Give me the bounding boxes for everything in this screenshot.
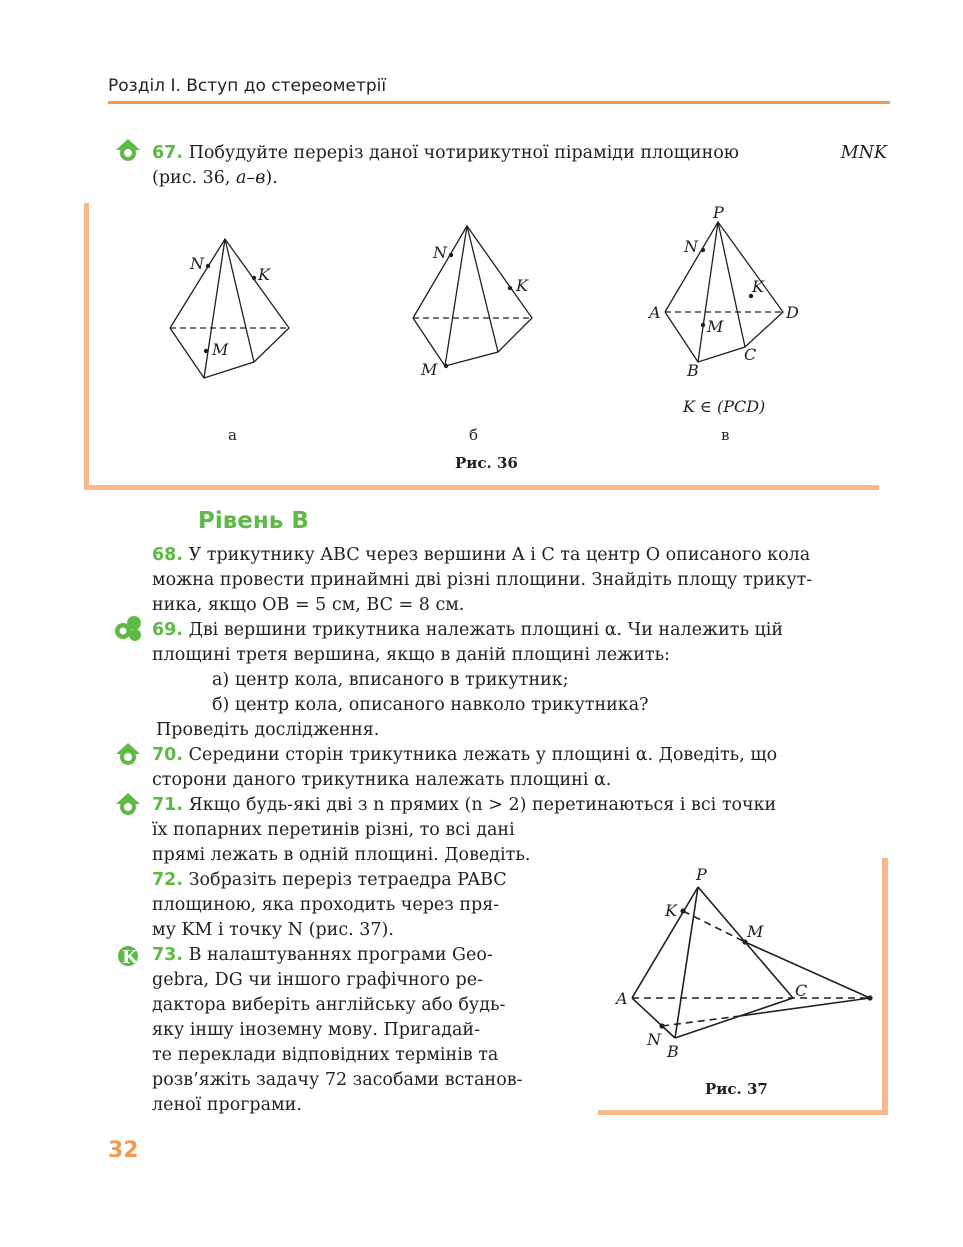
level-heading: Рівень В bbox=[198, 508, 309, 534]
problem-text: ника, якщо OB = 5 см, BC = 8 см. bbox=[152, 595, 465, 615]
problem-text: MNK bbox=[840, 143, 887, 163]
problem-text: їх попарних перетинів різні, то всі дані bbox=[152, 820, 515, 840]
point-label: A bbox=[649, 303, 661, 322]
drawing-element bbox=[129, 629, 141, 641]
page-number: 32 bbox=[108, 1138, 139, 1163]
drawing-element bbox=[701, 323, 705, 327]
drawing-element bbox=[680, 908, 685, 913]
problem-71 bbox=[152, 793, 887, 868]
problem-67 bbox=[152, 141, 887, 191]
group-icon bbox=[114, 614, 142, 642]
point-label: P bbox=[696, 865, 707, 884]
drawing-element bbox=[252, 276, 256, 280]
house-leaf-icon bbox=[114, 790, 142, 818]
problem-text: а) центр кола, вписаного в трикутник; bbox=[212, 670, 569, 690]
drawing-element bbox=[124, 803, 132, 811]
problem-number: 67. bbox=[152, 143, 184, 163]
problem-text: леної програми. bbox=[152, 1095, 302, 1115]
problem-69 bbox=[152, 618, 887, 743]
drawing-element bbox=[444, 364, 448, 368]
problem-text: те переклади відповідних термінів та bbox=[152, 1045, 499, 1065]
problem-text: Проведіть дослідження. bbox=[156, 720, 380, 740]
figure-frame bbox=[882, 858, 888, 1115]
drawing-element bbox=[127, 616, 141, 630]
figure-36 bbox=[90, 205, 880, 485]
house-leaf-icon bbox=[114, 740, 142, 768]
drawing-element bbox=[698, 222, 718, 362]
drawing-element bbox=[467, 226, 498, 352]
point-label: M bbox=[707, 317, 724, 336]
problem-text: площиною, яка проходить через пря- bbox=[152, 895, 500, 915]
problem-text: дактора виберіть англійську або будь- bbox=[152, 995, 506, 1015]
figure-caption: Рис. 37 bbox=[705, 1080, 768, 1098]
section-title: Розділ I. Вступ до стереометрії bbox=[108, 76, 387, 96]
drawing-element bbox=[675, 998, 793, 1038]
problem-text: Зобразіть переріз тетраедра PABC bbox=[188, 870, 507, 890]
problem-text: сторони даного трикутника належать площині α. bbox=[152, 770, 612, 790]
drawing-element bbox=[204, 349, 208, 353]
point-label: K bbox=[258, 265, 270, 284]
point-label: B bbox=[687, 361, 699, 380]
header-divider bbox=[108, 101, 890, 104]
drawing-element bbox=[867, 995, 872, 1000]
drawing-element bbox=[662, 1016, 740, 1026]
point-label: N bbox=[647, 1030, 661, 1049]
problem-text: площині третя вершина, якщо в даній площині лежить: bbox=[152, 645, 671, 665]
drawing-element bbox=[701, 248, 705, 252]
problem-text: gebra, DG чи іншого графічного ре- bbox=[152, 970, 483, 990]
problem-number: 73. bbox=[152, 945, 184, 965]
problem-text: В налаштуваннях програми Geo- bbox=[188, 945, 493, 965]
problem-text: Середини сторін трикутника лежать у площині α. Доведіть, що bbox=[188, 745, 778, 765]
drawing-element bbox=[225, 239, 254, 362]
figure-frame bbox=[598, 1110, 888, 1115]
drawing-element bbox=[206, 264, 210, 268]
k-leaf-icon bbox=[114, 940, 142, 968]
drawing-element bbox=[449, 253, 453, 257]
point-label: D bbox=[786, 303, 799, 322]
point-label: M bbox=[212, 340, 229, 359]
drawing-element bbox=[675, 887, 698, 1038]
problem-text: прямі лежать в одній площині. Доведіть. bbox=[152, 845, 531, 865]
figure-condition: K ∈ (PCD) bbox=[683, 397, 766, 416]
point-label: K bbox=[516, 276, 528, 295]
point-label: N bbox=[684, 237, 698, 256]
drawing-element bbox=[659, 1023, 664, 1028]
problem-number: 72. bbox=[152, 870, 184, 890]
drawing-element: K bbox=[122, 947, 138, 968]
problem-72 bbox=[152, 868, 562, 943]
problem-text: Якщо будь-які дві з n прямих (n > 2) перетинаються і всі точки bbox=[188, 795, 777, 815]
problem-number: 71. bbox=[152, 795, 184, 815]
problem-number: 68. bbox=[152, 545, 184, 565]
point-label: K bbox=[752, 277, 764, 296]
problem-number: 69. bbox=[152, 620, 184, 640]
point-label: K bbox=[665, 901, 677, 920]
point-label: M bbox=[747, 922, 764, 941]
problem-text: Побудуйте переріз даної чотирикутної піраміди площиною bbox=[188, 143, 739, 163]
drawing-element bbox=[124, 149, 132, 157]
drawing-element bbox=[745, 942, 870, 998]
figure-37 bbox=[600, 858, 880, 1108]
point-label: N bbox=[190, 254, 204, 273]
problem-68 bbox=[152, 543, 887, 618]
problem-70 bbox=[152, 743, 887, 793]
figure-caption: Рис. 36 bbox=[455, 454, 518, 472]
problem-text: б) центр кола, описаного навколо трикутника? bbox=[212, 695, 649, 715]
point-label: A bbox=[616, 989, 628, 1008]
point-label: C bbox=[795, 981, 808, 1000]
problem-text: яку іншу іноземну мову. Пригадай- bbox=[152, 1020, 480, 1040]
figure-frame bbox=[84, 485, 879, 490]
problem-text: (рис. 36, bbox=[152, 168, 231, 188]
problem-text: У трикутнику ABC через вершини A і C та центр O описаного кола bbox=[188, 545, 811, 565]
drawing-element bbox=[665, 222, 783, 362]
figure-frame bbox=[84, 203, 89, 490]
house-leaf-icon bbox=[114, 136, 142, 164]
problem-text: а–в bbox=[236, 168, 266, 188]
problem-text: розв’яжіть задачу 72 засобами встанов- bbox=[152, 1070, 523, 1090]
problem-text: ). bbox=[265, 168, 278, 188]
point-label: M bbox=[421, 360, 438, 379]
problem-73 bbox=[152, 943, 562, 1118]
drawing-element bbox=[740, 998, 870, 1016]
point-label: N bbox=[433, 243, 447, 262]
point-label: P bbox=[713, 205, 724, 222]
problem-text: му KM і точку N (рис. 37). bbox=[152, 920, 394, 940]
subfigure-label: б bbox=[469, 426, 479, 444]
problem-text: можна провести принаймні дві різні площини. Знайдіть площу трикут- bbox=[152, 570, 813, 590]
drawing-element bbox=[120, 628, 127, 635]
point-label: B bbox=[667, 1042, 679, 1061]
drawing-element bbox=[124, 753, 132, 761]
problem-text: Дві вершини трикутника належать площині α. Чи належить цій bbox=[188, 620, 784, 640]
point-label: C bbox=[744, 345, 757, 364]
problem-number: 70. bbox=[152, 745, 184, 765]
drawing-element bbox=[445, 226, 467, 366]
subfigure-label: в bbox=[721, 426, 730, 444]
drawing-element bbox=[508, 286, 512, 290]
subfigure-label: а bbox=[228, 426, 237, 444]
